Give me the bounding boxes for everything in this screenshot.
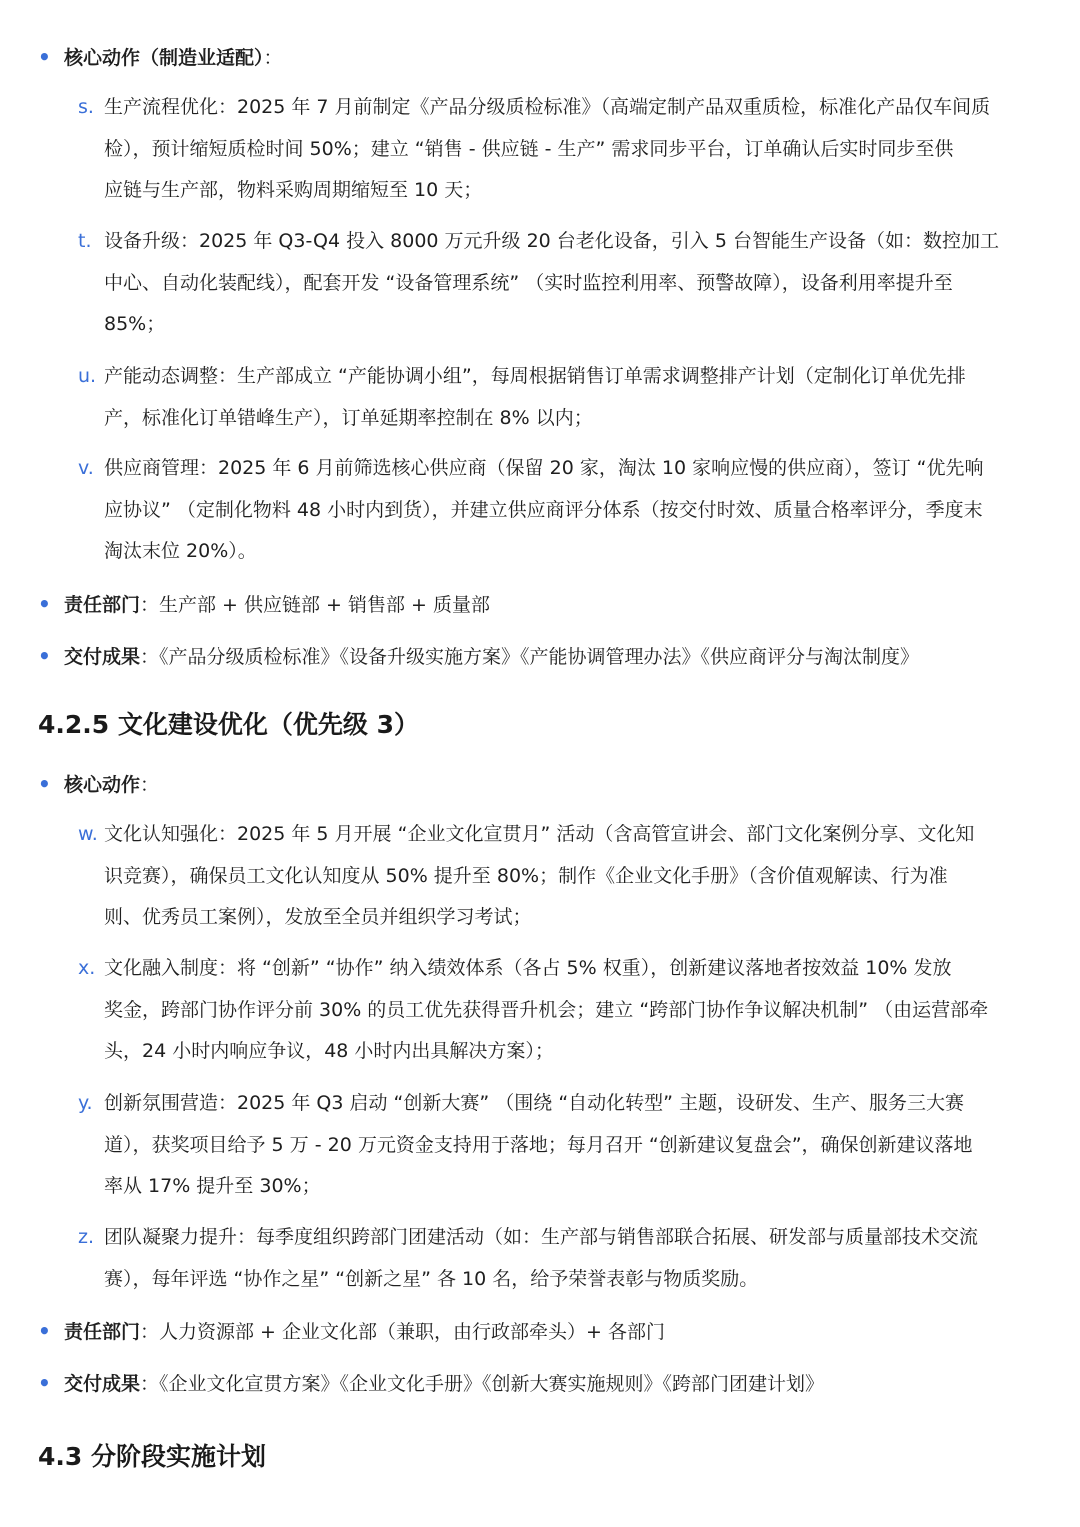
list-marker: z. (78, 1226, 95, 1248)
list-item-line: 文化融入制度：将 “创新” “协作” 纳入绩效体系（各占 5% 权重），创新建议落地者按效益 10% 发放 (104, 957, 952, 979)
bullet-responsible-departments (38, 1318, 1038, 1345)
list-item-line: 产，标准化订单错峰生产），订单延期率控制在 8% 以内； (104, 406, 593, 429)
list-item-line: 赛），每年评选 “协作之星” “创新之星” 各 10 名，给予荣誉表彰与物质奖励。 (104, 1267, 759, 1290)
list-item (78, 448, 1048, 573)
list-item (78, 1217, 1048, 1300)
list-marker: y. (78, 1092, 93, 1114)
list-item-line: 创新氛围营造：2025 年 Q3 启动 “创新大赛” （围绕 “自动化转型” 主题，设研发、生产、服务三大赛 (104, 1092, 965, 1114)
list-item-line: 率从 17% 提升至 30%； (104, 1175, 321, 1197)
list-marker: s. (78, 96, 94, 118)
bullet-dot: • (38, 1371, 51, 1395)
bullet-label: 核心动作 (64, 774, 141, 796)
list-item (78, 87, 1048, 212)
bullet-label: 责任部门 (64, 594, 141, 616)
list-marker: x. (78, 957, 96, 979)
list-item-line: 设备升级：2025 年 Q3-Q4 投入 8000 万元升级 20 台老化设备，引入 5 台智能生产设备（如：数控加工 (104, 230, 999, 252)
list-item (78, 1083, 1048, 1208)
bullet-label: 交付成果 (64, 1373, 141, 1395)
bullet-text: ：人力资源部 + 企业文化部（兼职，由行政部牵头）+ 各部门 (140, 1321, 665, 1343)
bullet-deliverables (38, 643, 1038, 670)
bullet-text: ：《企业文化宣贯方案》《企业文化手册》《创新大赛实施规则》《跨部门团建计划》 (140, 1373, 825, 1395)
list-item-line: 应协议” （定制化物料 48 小时内到货），并建立供应商评分体系（按交付时效、质量合格率评分，季度末 (104, 498, 983, 521)
list-item-line: 团队凝聚力提升：每季度组织跨部门团建活动（如：生产部与销售部联合拓展、研发部与质量部技术交流 (104, 1226, 979, 1248)
bullet-dot: • (38, 644, 51, 668)
bullet-label: 核心动作（制造业适配） (64, 47, 264, 69)
section-heading-4-2-5: 4.2.5 文化建设优化（优先级 3） (38, 710, 419, 739)
bullet-label: 交付成果 (64, 646, 141, 668)
section-heading-4-3: 4.3 分阶段实施计划 (38, 1442, 266, 1471)
list-item-line: 生产流程优化：2025 年 7 月前制定《产品分级质检标准》（高端定制产品双重质检，标准化产品仅车间质 (104, 96, 991, 118)
list-item-line: 奖金，跨部门协作评分前 30% 的员工优先获得晋升机会；建立 “跨部门协作争议解决机制” （由运营部牵 (104, 998, 989, 1021)
list-item (78, 948, 1048, 1073)
list-item-line: 则、优秀员工案例），发放至全员并组织学习考试； (104, 906, 532, 928)
bullet-dot: • (38, 1319, 51, 1343)
list-item (78, 356, 1048, 439)
bullet-dot: • (38, 592, 51, 616)
list-item-line: 头，24 小时内响应争议，48 小时内出具解决方案）； (104, 1040, 554, 1062)
bullet-dot: • (38, 45, 51, 69)
bullet-responsible-departments (38, 591, 1038, 618)
list-item-line: 道），获奖项目给予 5 万 - 20 万元资金支持用于落地；每月召开 “创新建议复盘会”，确保创新建议落地 (104, 1133, 973, 1156)
bullet-core-actions-culture (38, 771, 1038, 798)
list-item-line: 供应商管理：2025 年 6 月前筛选核心供应商（保留 20 家，淘汰 10 家响应慢的供应商），签订 “优先响 (104, 457, 984, 479)
list-marker: w. (78, 823, 98, 845)
bullet-label: 责任部门 (64, 1321, 141, 1343)
bullet-text: ：《产品分级质检标准》《设备升级实施方案》《产能协调管理办法》《供应商评分与淘汰制度》 (140, 646, 920, 668)
bullet-suffix: ： (263, 47, 283, 69)
list-item-line: 中心、自动化装配线），配套开发 “设备管理系统” （实时监控利用率、预警故障），设备利用率提升至 (104, 271, 953, 294)
list-item (78, 814, 1048, 939)
list-item-line: 85%； (104, 313, 166, 335)
list-item-line: 检），预计缩短质检时间 50%；建立 “销售 - 供应链 - 生产” 需求同步平台，订单确认后实时同步至供 (104, 137, 954, 160)
list-item-line: 文化认知强化：2025 年 5 月开展 “企业文化宣贯月” 活动（含高管宣讲会、部门文化案例分享、文化知 (104, 823, 975, 845)
list-item-line: 应链与生产部，物料采购周期缩短至 10 天； (104, 179, 483, 201)
bullet-suffix: ： (140, 774, 160, 796)
list-marker: u. (78, 365, 97, 387)
bullet-deliverables (38, 1370, 1038, 1397)
list-marker: v. (78, 457, 94, 479)
list-item (78, 221, 1048, 346)
list-item-line: 产能动态调整：生产部成立 “产能协调小组”，每周根据销售订单需求调整排产计划（定制化订单优先排 (104, 365, 966, 387)
list-item-line: 淘汰末位 20%）。 (104, 540, 257, 562)
list-marker: t. (78, 230, 92, 252)
list-item-line: 识竞赛），确保员工文化认知度从 50% 提升至 80%；制作《企业文化手册》（含价值观解读、行为准 (104, 864, 948, 887)
bullet-text: ：生产部 + 供应链部 + 销售部 + 质量部 (140, 594, 491, 616)
bullet-dot: • (38, 772, 51, 796)
bullet-core-actions-manufacturing (38, 44, 1038, 71)
